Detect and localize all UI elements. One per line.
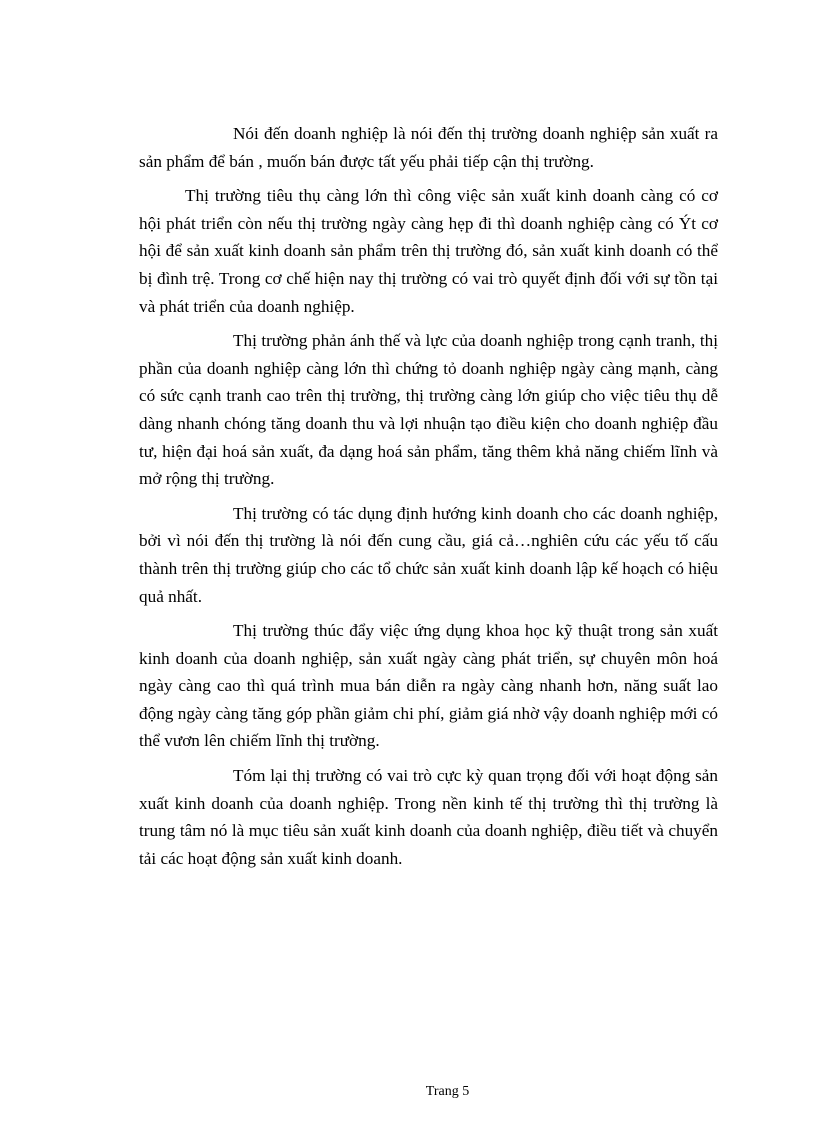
paragraph-4: Thị trường có tác dụng định hướng kinh doanh cho các doanh nghiệp, bởi vì nói đến thị trường là nói đến cung cầu, giá cả…nghiên cứu các yếu tố cấu thành trên thị trường giúp cho các tổ chức sản xuất kinh doanh lập kế hoạch có hiệu quả nhất. <box>139 503 718 606</box>
paragraph-1: Nói đến doanh nghiệp là nói đến thị trường doanh nghiệp sản xuất ra sản phẩm để bán , muốn bán được tất yếu phải tiếp cận thị trường. <box>139 124 718 171</box>
document-body <box>139 120 718 879</box>
paragraph-5: Thị trường thúc đẩy việc ứng dụng khoa học kỹ thuật trong sản xuất kinh doanh của doanh nghiệp, sản xuất ngày càng phát triển, sự chuyên môn hoá ngày càng cao thì quá trình mua bán diễn ra ngày càng nhanh hơn, năng suất lao động ngày càng tăng góp phần giảm chi phí, giảm giá nhờ vậy doanh nghiệp mới có thể vươn lên chiếm lĩnh thị trường. <box>139 621 718 751</box>
page-number-footer: Trang 5 <box>425 1084 470 1099</box>
paragraph-6: Tóm lại thị trường có vai trò cực kỳ quan trọng đối với hoạt động sản xuất kinh doanh của doanh nghiệp. Trong nền kinh tế thị trường thì thị trường là trung tâm nó là mục tiêu sản xuất kinh doanh của doanh nghiệp, điều tiết và chuyển tải các hoạt động sản xuất kinh doanh. <box>139 766 718 868</box>
paragraph-2: Thị trường tiêu thụ càng lớn thì công việc sản xuất kinh doanh càng có cơ hội phát triển còn nếu thị trường ngày càng hẹp đi thì doanh nghiệp càng có Ýt cơ hội để sản xuất kinh doanh sản phẩm trên thị trường đó, sản xuất kinh doanh có thể bị đình trệ. Trong cơ chế hiện nay thị trường có vai trò quyết định đối với sự tồn tại và phát triển của doanh nghiệp. <box>139 186 718 316</box>
paragraph-3: Thị trường phản ánh thế và lực của doanh nghiệp trong cạnh tranh, thị phần của doanh nghiệp càng lớn thì chứng tỏ doanh nghiệp ngày càng mạnh, càng có sức cạnh tranh cao trên thị trường, thị trường càng lớn giúp cho việc tiêu thụ dễ dàng nhanh chóng tăng doanh thu và lợi nhuận tạo điều kiện cho doanh nghiệp đầu tư, hiện đại hoá sản xuất, đa dạng hoá sản phẩm, tăng thêm khả năng chiếm lĩnh và mở rộng thị trường. <box>139 331 718 489</box>
